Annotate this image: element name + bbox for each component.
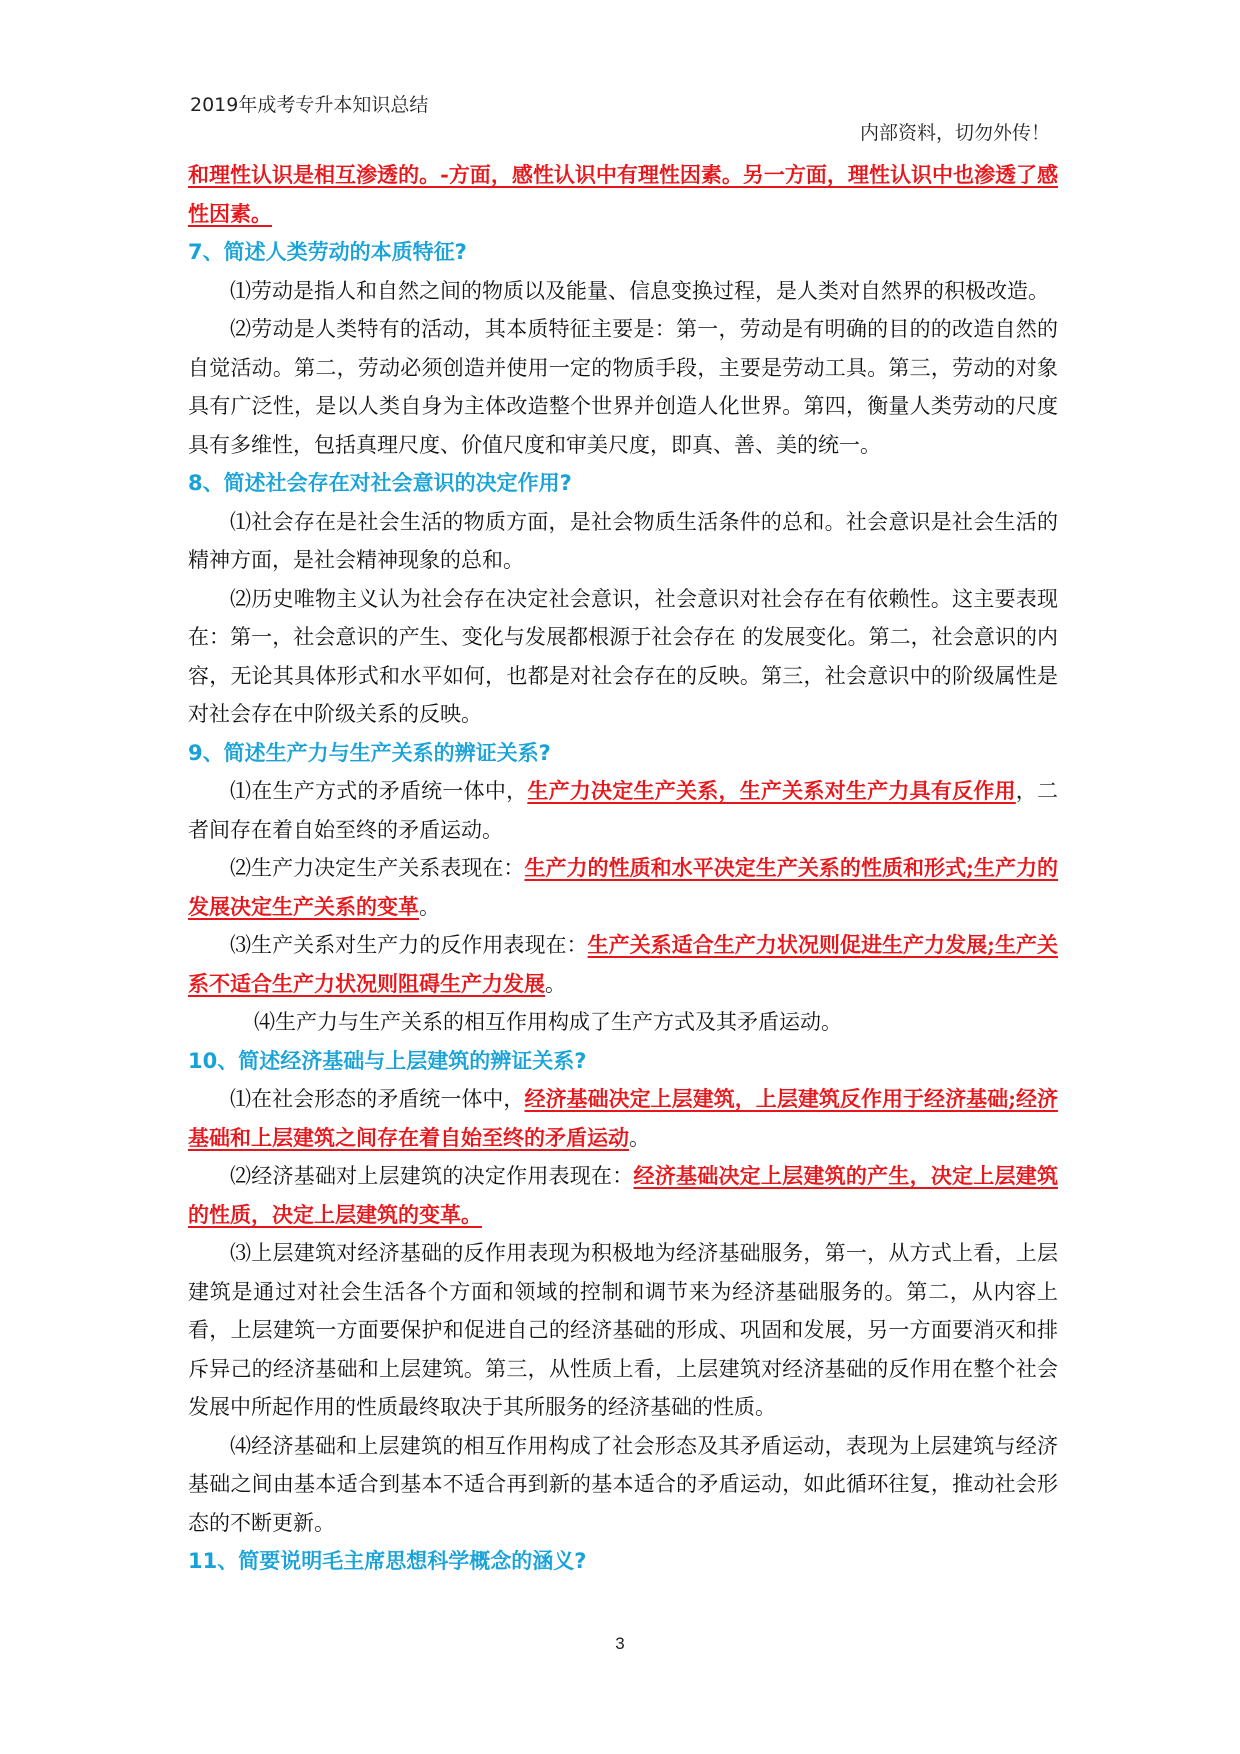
question-10-point-2 [188, 1157, 1058, 1234]
plain-text: ⑵经济基础对上层建筑的决定作用表现在： [230, 1164, 634, 1188]
highlighted-text: 和理性认识是相互渗透的。-方面，感性认识中有理性因素。另一方面，理性认识中也渗透了感性因素。 [188, 162, 1058, 226]
question-10-point-3: ⑶上层建筑对经济基础的反作用表现为积极地为经济基础服务，第一，从方式上看，上层建筑是通过对社会生活各个方面和领域的控制和调节来为经济基础服务的。第二，从内容上看，上层建筑一方面要保护和促进自己的经济基础的形成、巩固和发展，另一方面要消灭和排斥异己的经济基础和上层建筑。第三，从性质上看，上层建筑对经济基础的反作用在整个社会发展中所起作用的性质最终取决于其所服务的经济基础的性质。 [188, 1241, 1058, 1419]
question-7-heading: 7、简述人类劳动的本质特征? [188, 240, 467, 264]
question-9-point-4: ⑷生产力与生产关系的相互作用构成了生产方式及其矛盾运动。 [254, 1010, 842, 1034]
question-8-point-2: ⑵历史唯物主义认为社会存在决定社会意识，社会意识对社会存在有依赖性。这主要表现在：第一，社会意识的产生、变化与发展都根源于社会存在 的发展变化。第二，社会意识的内容，无论其具体形式和水平如何，也都是对社会存在的反映。第三，社会意识中的阶级属性是对社会存在中阶级关系的反映。 [188, 586, 1058, 726]
question-10-heading: 10、简述经济基础与上层建筑的辨证关系? [188, 1048, 587, 1073]
document-body [188, 156, 1058, 1581]
highlighted-text: 生产力决定生产关系，生产关系对生产力具有反作用 [527, 778, 1016, 803]
question-9-point-3 [188, 926, 1058, 1003]
highlighted-text: 经济基础决定上层建筑的产生，决定上层建筑的性质，决定上层建筑的变革。 [188, 1163, 1058, 1227]
plain-text: 。 [419, 894, 440, 919]
question-8-point-1: ⑴社会存在是社会生活的物质方面，是社会物质生活条件的总和。社会意识是社会生活的精神方面，是社会精神现象的总和。 [188, 509, 1058, 572]
question-10-point-4: ⑷经济基础和上层建筑的相互作用构成了社会形态及其矛盾运动，表现为上层建筑与经济基础之间由基本适合到基本不适合再到新的基本适合的矛盾运动，如此循环往复，推动社会形态的不断更新。 [188, 1433, 1058, 1535]
highlighted-text: 经济基础决定上层建筑，上层建筑反作用于经济基础;经济基础和上层建筑之间存在着自始至终的矛盾运动 [188, 1086, 1059, 1150]
question-8-heading: 8、简述社会存在对社会意识的决定作用? [188, 471, 572, 495]
plain-text: 。 [545, 971, 566, 996]
question-9-point-1 [188, 772, 1058, 849]
question-7-point-1: ⑴劳动是指人和自然之间的物质以及能量、信息变换过程，是人类对自然界的积极改造。 [230, 278, 1049, 303]
question-11-heading: 11、简要说明毛主席思想科学概念的涵义? [188, 1549, 587, 1573]
highlighted-text: 生产力的性质和水平决定生产关系的性质和形式;生产力的发展决定生产关系的变革 [188, 855, 1059, 919]
page-number: 3 [615, 1634, 625, 1653]
plain-text: ，二者间存在着自始至终的矛盾运动。 [188, 779, 1059, 842]
question-10-point-1 [188, 1080, 1058, 1157]
plain-text: ⑴在社会形态的矛盾统一体中， [230, 1087, 525, 1111]
question-9-point-2 [188, 849, 1058, 926]
plain-text: ⑶生产关系对生产力的反作用表现在： [230, 933, 588, 957]
question-7-point-2: ⑵劳动是人类特有的活动，其本质特征主要是：第一，劳动是有明确的目的的改造自然的自觉活动。第二，劳动必须创造并使用一定的物质手段，主要是劳动工具。第三，劳动的对象具有广泛性，是以人类自身为主体改造整个世界并创造人化世界。第四，衡量人类劳动的尺度具有多维性，包括真理尺度、价值尺度和审美尺度，即真、善、美的统一。 [188, 317, 1058, 457]
plain-text: 。 [629, 1125, 650, 1150]
plain-text: ⑵生产力决定生产关系表现在： [230, 856, 525, 880]
highlighted-text: 生产关系适合生产力状况则促进生产力发展;生产关系不适合生产力状况则阻碍生产力发展 [188, 932, 1059, 996]
intro-paragraph [188, 156, 1058, 233]
header-confidential-note: 内部资料，切勿外传！ [859, 122, 1050, 144]
header-title: 2019年成考专升本知识总结 [190, 94, 429, 116]
plain-text: ⑴在生产方式的矛盾统一体中， [230, 779, 528, 803]
question-9-heading: 9、简述生产力与生产关系的辨证关系? [188, 740, 551, 765]
